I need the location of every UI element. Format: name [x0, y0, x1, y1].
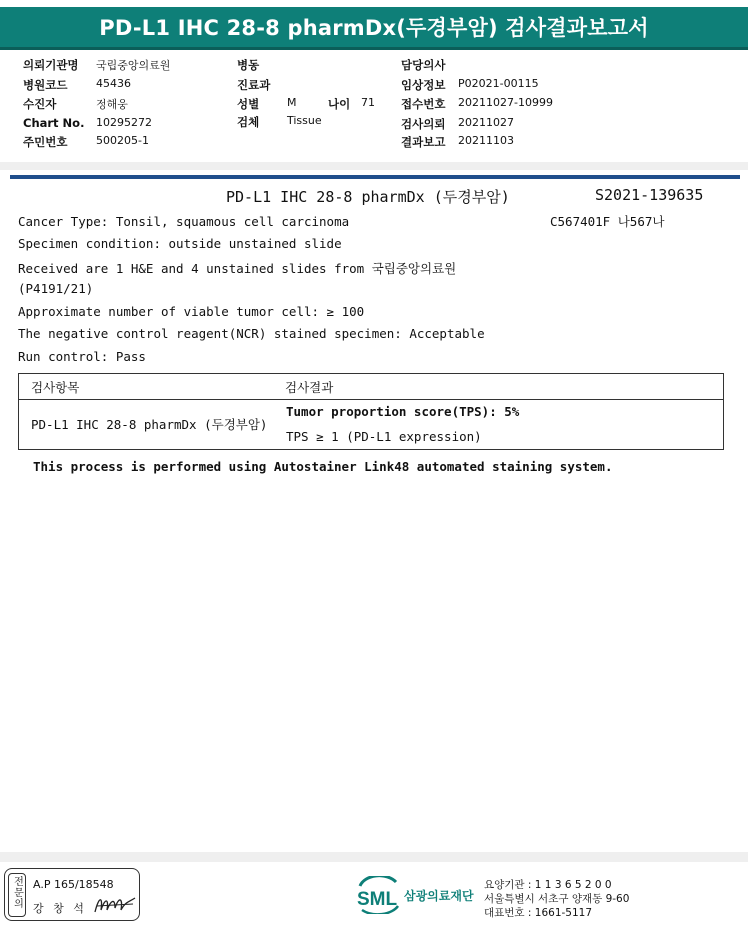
receipt-no-label: 접수번호	[401, 97, 446, 111]
hospital-code-label: 병원코드	[23, 78, 68, 92]
result-table	[18, 373, 724, 450]
age-label: 나이	[328, 97, 351, 111]
report-line-cancer-type: Cancer Type: Tonsil, squamous cell carcinoma	[18, 214, 350, 229]
report-line-ncr: The negative control reagent(NCR) stained specimen: Acceptable	[18, 326, 485, 341]
hospital-code-value: 45436	[96, 77, 131, 90]
resident-no-label: 주민번호	[23, 135, 68, 149]
department-label: 진료과	[237, 78, 271, 92]
report-header-title: PD-L1 IHC 28-8 pharmDx(두경부암) 검사결과보고서	[99, 16, 649, 40]
report-line-specimen-condition: Specimen condition: outside unstained slide	[18, 236, 342, 251]
report-title: PD-L1 IHC 28-8 pharmDx (두경부암)	[226, 188, 510, 206]
report-code: C567401F 나567나	[550, 214, 665, 229]
age-value: 71	[361, 96, 375, 109]
specimen-label: 검체	[237, 115, 260, 129]
ward-label: 병동	[237, 58, 260, 72]
patient-value: 정해웅	[96, 98, 128, 111]
report-date-value: 20211103	[458, 134, 514, 147]
pathologist-sign-box	[4, 868, 140, 921]
report-line-received: Received are 1 H&E and 4 unstained slides from 국립중앙의료원	[18, 261, 457, 276]
institution-label: 의뢰기관명	[23, 58, 79, 72]
doctor-label: 담당의사	[401, 58, 446, 72]
organization-name: 삼광의료재단	[404, 889, 474, 903]
clinical-info-value: P02021-00115	[458, 77, 539, 90]
table-test-item: PD-L1 IHC 28-8 pharmDx (두경부암)	[31, 417, 268, 432]
patient-label: 수진자	[23, 97, 57, 111]
request-date-label: 검사의뢰	[401, 117, 446, 131]
chart-no-value: 10295272	[96, 116, 152, 129]
svg-text:SML: SML	[357, 889, 398, 910]
process-note: This process is performed using Autostainer Link48 automated staining system.	[33, 459, 613, 474]
receipt-no-value: 20211027-10999	[458, 96, 553, 109]
org-phone: 대표번호 : 1661-5117	[484, 907, 593, 919]
signature-image	[93, 892, 137, 916]
report-line-case-id: (P4191/21)	[18, 281, 94, 296]
table-header-result: 검사결과	[285, 380, 334, 395]
report-line-tumor-cells: Approximate number of viable tumor cell: ≥ 100	[18, 304, 365, 319]
footer-band	[0, 852, 748, 862]
report-line-run-control: Run control: Pass	[18, 349, 146, 364]
pathologist-name: 강 창 석	[33, 902, 87, 915]
request-date-value: 20211027	[458, 116, 514, 129]
table-header-item: 검사항목	[31, 380, 80, 395]
section-divider-line	[10, 175, 740, 179]
institution-value: 국립중앙의료원	[96, 59, 171, 72]
org-code: 요양기관 : 1 1 3 6 5 2 0 0	[484, 879, 612, 891]
org-address: 서울특별시 서초구 양재동 9-60	[484, 893, 630, 905]
ap-number: A.P 165/18548	[33, 878, 114, 891]
chart-no-label: Chart No.	[23, 116, 85, 130]
sex-label: 성별	[237, 97, 260, 111]
table-result-expression: TPS ≥ 1 (PD-L1 expression)	[286, 429, 482, 444]
report-header	[0, 7, 748, 50]
table-result-tps: Tumor proportion score(TPS): 5%	[286, 404, 520, 419]
patient-info-panel	[0, 54, 748, 160]
clinical-info-label: 임상정보	[401, 78, 446, 92]
specialist-vertical-label: 전문의	[8, 873, 26, 917]
sml-logo-icon	[356, 876, 402, 914]
resident-no-value: 500205-1	[96, 134, 149, 147]
report-number: S2021-139635	[595, 186, 704, 204]
table-header-divider	[19, 399, 723, 400]
section-divider-band	[0, 162, 748, 170]
sex-value: M	[287, 96, 297, 109]
specimen-value: Tissue	[287, 114, 322, 127]
report-date-label: 결과보고	[401, 135, 446, 149]
